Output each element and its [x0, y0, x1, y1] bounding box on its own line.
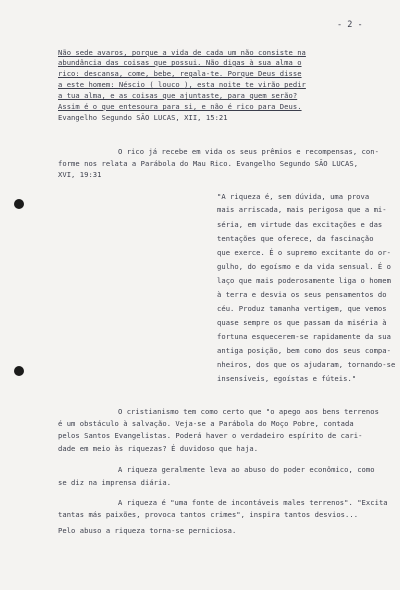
text-line: tantas más paixões, provoca tantos crimes", inspira tantos desvios... [58, 510, 359, 519]
text-line: Pelo abuso a riqueza torna-se perniciosa. [58, 526, 237, 535]
text-line: Assim é o que entesoura para si, e não é rico para Deus. [58, 102, 302, 111]
text-line: a este homem: Néscio ( louco ), esta noite te virão pedir [58, 80, 306, 89]
text-line: Evangelho Segundo SÃO LUCAS, XII, 15:21 [58, 113, 228, 122]
text-line: é um obstáculo à salvação. Veja-se a Parábola do Moço Pobre, contada [58, 419, 354, 428]
page-number: - 2 - [337, 20, 363, 30]
text-line: que exerce. É o supremo excitante do or- [217, 248, 391, 257]
text-line: forme nos relata a Parábola do Mau Rico. Evangelho Segundo SÃO LUCAS, [58, 159, 359, 168]
text-line: se diz na imprensa diária. [58, 478, 172, 487]
text-line: O cristianismo tem como certo que "o apego aos bens terrenos [118, 407, 379, 416]
text-line: Não sede avaros, porque a vida de cada um não consiste na [58, 48, 306, 57]
text-line: quase sempre os que passam da miséria à [217, 318, 387, 327]
punch-hole [14, 199, 24, 209]
text-line: laço que mais poderosamente liga o homem [217, 276, 391, 285]
text-line: antiga posição, bem como dos seus compa- [217, 346, 391, 355]
text-line: A riqueza geralmente leva ao abuso do poder econômico, como [118, 465, 375, 474]
text-line: pelos Santos Evangelistas. Poderá haver o verdadeiro espírito de cari- [58, 431, 363, 440]
text-line: à terra e desvia os seus pensamentos do [217, 290, 387, 299]
text-line: tentações que oferece, da fascinação [217, 234, 374, 243]
punch-hole [14, 366, 24, 376]
text-line: "A riqueza é, sem dúvida, uma prova [217, 192, 370, 201]
text-line: O rico já recebe em vida os seus prêmios e recompensas, con- [118, 147, 379, 156]
text-line: rico: descansa, come, bebe, regala-te. Porque Deus disse [58, 69, 302, 78]
text-line: A riqueza é "uma fonte de incontáveis males terrenos". "Excita [118, 498, 388, 507]
text-line: a tua alma, e as coisas que ajuntaste, para quem serão? [58, 91, 298, 100]
text-line: XVI, 19:31 [58, 170, 102, 179]
text-line: abundância das coisas que possui. Não digas à sua alma o [58, 58, 302, 67]
text-line: fortuna esquecerem-se rapidamente da sua [217, 332, 391, 341]
text-line: céu. Produz tamanha vertigem, que vemos [217, 304, 387, 313]
text-line: nheiros, dos que os ajudaram, tornando-se [217, 360, 396, 369]
text-line: insensíveis, egoístas e fúteis." [217, 374, 357, 383]
text-line: séria, em virtude das excitações e das [217, 220, 383, 229]
text-line: gulho, do egoísmo e da vida sensual. É o [217, 262, 391, 271]
text-line: dade em meio às riquezas? É duvidoso que haja. [58, 444, 259, 453]
text-line: mais arriscada, mais perigosa que a mi- [217, 205, 387, 214]
